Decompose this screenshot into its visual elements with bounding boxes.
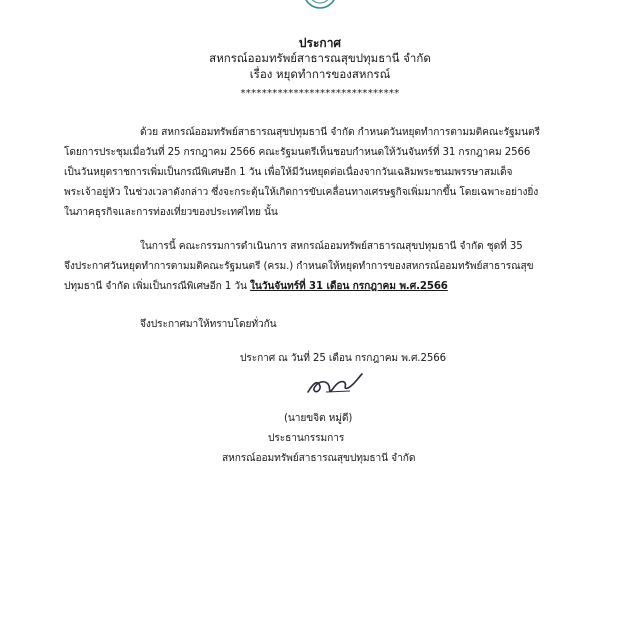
- paragraph1-line3: เป็นวันหยุดราชการเพิ่มเป็นกรณีพิเศษอีก 1 วัน เพื่อให้มีวันหยุดต่อเนื่องจากวันเฉลิมพระชนมพรรษาสมเด็จ: [64, 167, 513, 178]
- closing-text: จึงประกาศมาให้ทราบโดยทั่วกัน: [140, 319, 277, 330]
- paragraph1-line5: ในภาคธุรกิจและการท่องเที่ยวของประเทศไทย นั้น: [64, 207, 278, 218]
- signatory-position: ประธานกรรมการ: [268, 433, 345, 444]
- paragraph2-line3-text: ปทุมธานี จำกัด เพิ่มเป็นกรณีพิเศษอีก 1 วัน: [64, 281, 251, 292]
- signatory-organization: สหกรณ์ออมทรัพย์สาธารณสุขปทุมธานี จำกัด: [222, 453, 416, 464]
- holiday-date-emphasis: ในวันจันทร์ที่ 31 เดือน กรกฎาคม พ.ศ.2566: [250, 281, 448, 292]
- signature-mark: [304, 372, 364, 398]
- cooperative-seal-icon: [300, 0, 340, 10]
- announcement-subject: เรื่อง หยุดทำการของสหกรณ์: [249, 67, 391, 81]
- organization-name: สหกรณ์ออมทรัพย์สาธารณสุขปทุมธานี จำกัด: [209, 51, 431, 65]
- signatory-name: (นายขจิต หมู่ดี): [284, 413, 353, 424]
- paragraph2-line2: จึงประกาศวันหยุดทำการตามมติคณะรัฐมนตรี (ครม.) กำหนดให้หยุดทำการของสหกรณ์ออมทรัพย์สาธารณสุข: [64, 261, 534, 272]
- paragraph1-line2: โดยการประชุมเมื่อวันที่ 25 กรกฎาคม 2566 คณะรัฐมนตรีเห็นชอบกำหนดให้วันจันทร์ที่ 31 กรกฎาคม 2566: [64, 147, 531, 158]
- paragraph1-line1: ด้วย สหกรณ์ออมทรัพย์สาธารณสุขปทุมธานี จำกัด กำหนดวันหยุดทำการตามมติคณะรัฐมนตรี: [140, 127, 540, 138]
- paragraph1-line4: พระเจ้าอยู่หัว ในช่วงเวลาดังกล่าว ซึ่งจะกระตุ้นให้เกิดการขับเคลื่อนทางเศรษฐกิจเพิ่มมากขึ้น โดยเฉพาะอย่างยิ่ง: [64, 187, 539, 198]
- announcement-date: ประกาศ ณ วันที่ 25 เดือน กรกฎาคม พ.ศ.2566: [240, 353, 446, 364]
- announcement-title: ประกาศ: [298, 36, 342, 50]
- separator-line: ******************************: [240, 88, 400, 99]
- paragraph2-line3: [64, 278, 448, 294]
- paragraph2-line1: ในการนี้ คณะกรรมการดำเนินการ สหกรณ์ออมทรัพย์สาธารณสุขปทุมธานี จำกัด ชุดที่ 35: [140, 241, 523, 252]
